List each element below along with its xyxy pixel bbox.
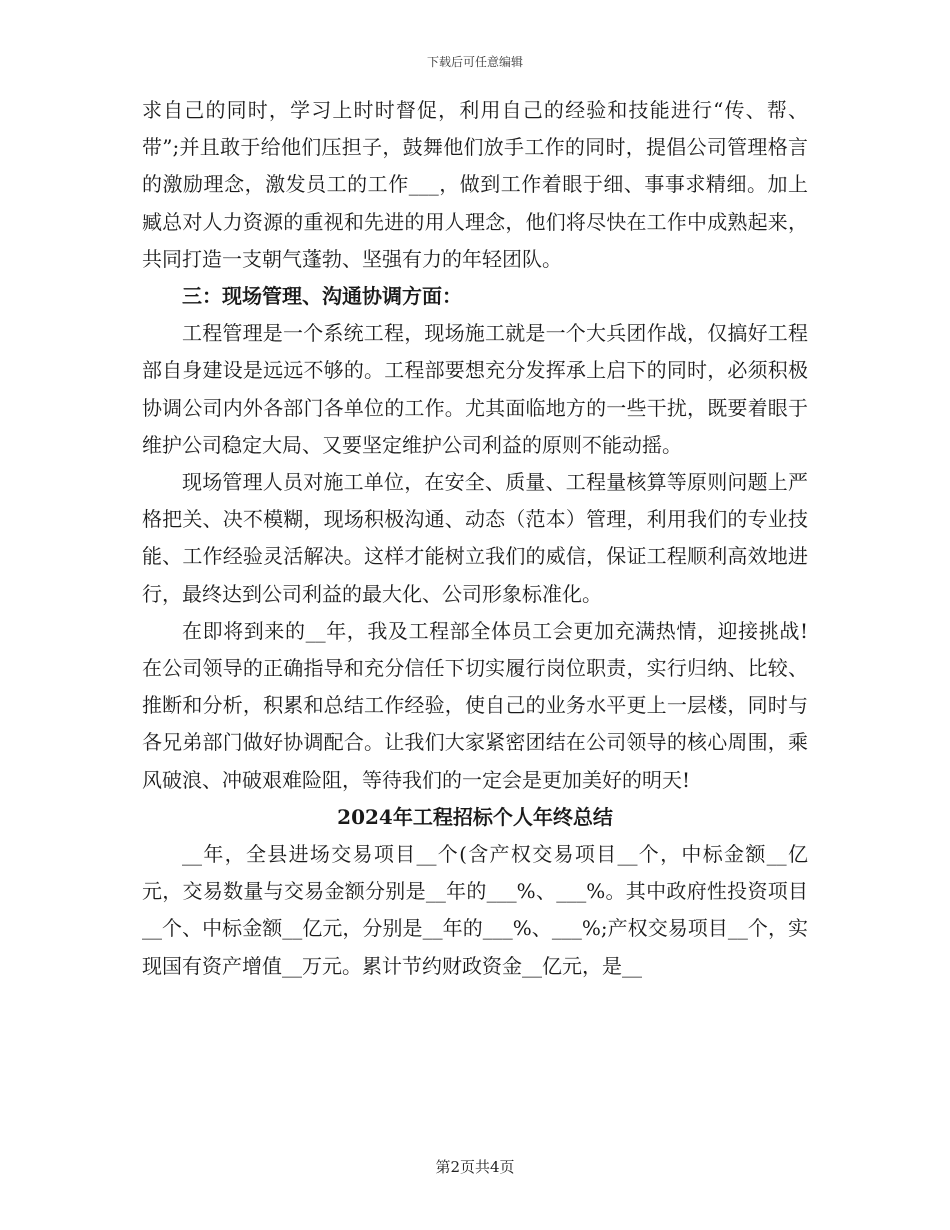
section-heading: 三：现场管理、沟通协调方面： <box>182 284 462 309</box>
document-title: 2024年工程招标个人年终总结 <box>337 804 613 829</box>
paragraph: 工程管理是一个系统工程，现场施工就是一个大兵团作战，仅搞好工程部自身建设是远远不够的。工程部要想充分发挥承上启下的同时，必须积极协调公司内外各部门各单位的工作。尤其面临地方的一些干扰，既要着眼于维护公司稳定大局、又要坚定维护公司利益的原则不能动摇。 <box>142 321 808 457</box>
page-header-note: 下载后可任意编辑 <box>426 55 523 69</box>
paragraph: __年，全县进场交易项目__个(含产权交易项目__个，中标金额__亿元，交易数量与交易金额分别是__年的___%、___%。其中政府性投资项目__个、中标金额__亿元，分别是__年的___%、___%;产权交易项目__个，实现国有资产增值__万元。累计节约财政资金__亿元，是__ <box>142 842 808 978</box>
document-body <box>142 92 808 985</box>
page-number-footer: 第2页共4页 <box>435 1158 515 1176</box>
paragraph: 现场管理人员对施工单位，在安全、质量、工程量核算等原则问题上严格把关、决不模糊，现场积极沟通、动态（范本）管理，利用我们的专业技能、工作经验灵活解决。这样才能树立我们的威信，保证工程顺利高效地进行，最终达到公司利益的最大化、公司形象标准化。 <box>142 470 808 606</box>
paragraph-continued: 求自己的同时，学习上时时督促，利用自己的经验和技能进行“传、帮、带”;并且敢于给他们压担子，鼓舞他们放手工作的同时，提倡公司管理格言的激励理念，激发员工的工作___，做到工作着眼于细、事事求精细。加上臧总对人力资源的重视和先进的用人理念，他们将尽快在工作中成熟起来，共同打造一支朝气蓬勃、坚强有力的年轻团队。 <box>142 98 808 271</box>
paragraph: 在即将到来的__年，我及工程部全体员工会更加充满热情，迎接挑战!在公司领导的正确指导和充分信任下切实履行岗位职责，实行归纳、比较、推断和分析，积累和总结工作经验，使自己的业务水平更上一层楼，同时与各兄弟部门做好协调配合。让我们大家紧密团结在公司领导的核心周围，乘风破浪、冲破艰难险阻，等待我们的一定会是更加美好的明天! <box>142 618 808 792</box>
